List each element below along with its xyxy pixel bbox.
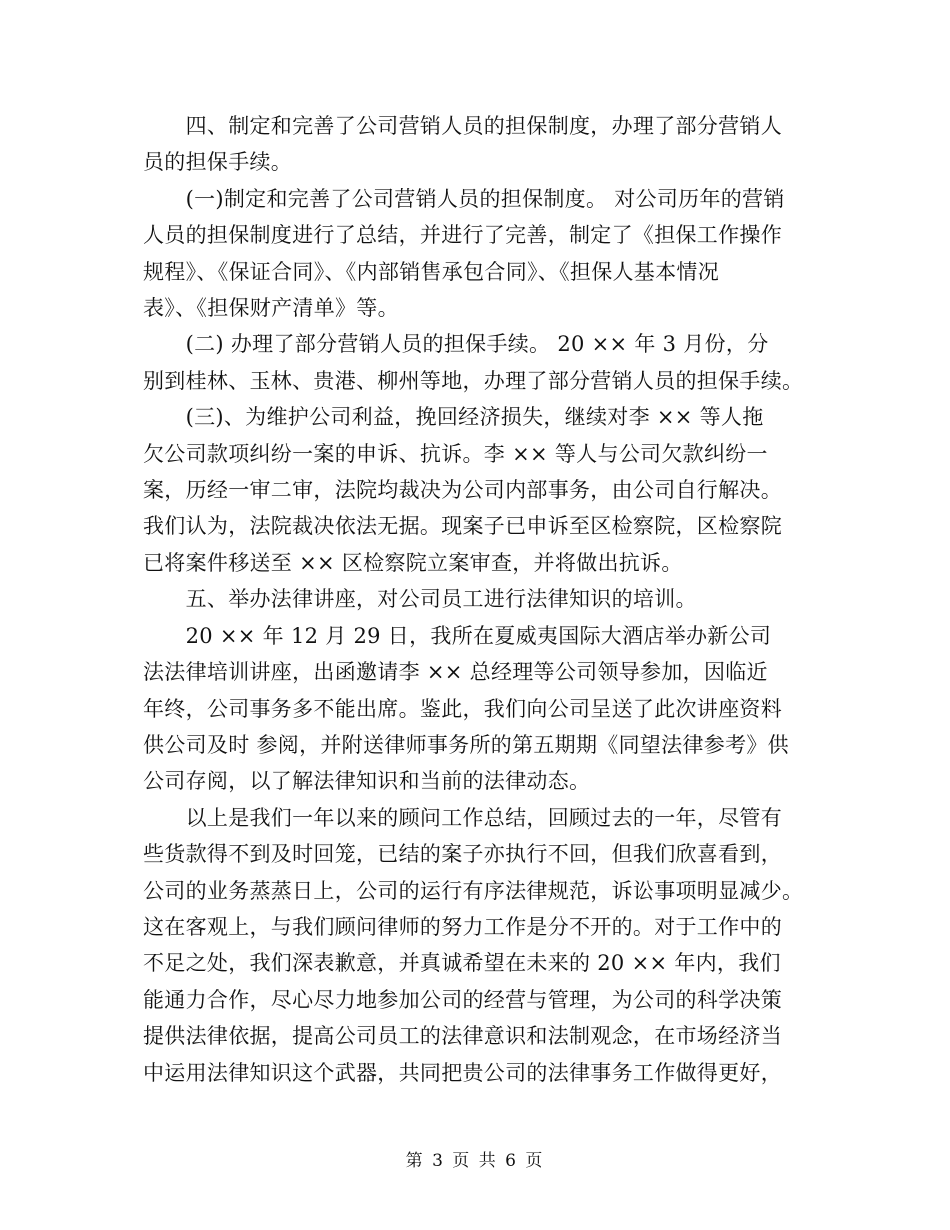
page-number-footer: 第 3 页 共 6 页 [405,1151,545,1171]
text-line: 五、举办法律讲座，对公司员工进行法律知识的培训。 [143,587,697,612]
text-line: (三)、为维护公司利益，挽回经济损失，继续对李 ×× 等人拖 [143,405,764,430]
text-line: (二) 办理了部分营销人员的担保手续。 20 ×× 年 3 月份，分 [143,332,769,357]
document-body [143,108,811,1091]
text-line: 员的担保手续。 [143,150,293,175]
text-line: 提供法律依据，提高公司员工的法律意识和法制观念，在市场经济当 [143,1024,782,1049]
text-line: (一)制定和完善了公司营销人员的担保制度。 对公司历年的营销 [143,186,785,211]
text-line: 别到桂林、玉林、贵港、柳州等地，办理了部分营销人员的担保手续。 [143,368,804,393]
text-line: 四、制定和完善了公司营销人员的担保制度，办理了部分营销人 [143,114,782,138]
text-line: 公司的业务蒸蒸日上，公司的运行有序法律规范，诉讼事项明显减少。 [143,878,804,903]
text-line: 些货款得不到及时回笼，已结的案子亦执行不回，但我们欣喜看到， [143,842,782,867]
text-line: 法法律培训讲座，出函邀请李 ×× 总经理等公司领导参加，因临近 [143,660,768,685]
text-line: 公司存阅，以了解法律知识和当前的法律动态。 [143,769,591,794]
text-line: 20 ×× 年 12 月 29 日，我所在夏威夷国际大酒店举办新公司 [143,623,772,648]
text-line: 不足之处，我们深表歉意，并真诚希望在未来的 20 ×× 年内，我们 [143,951,781,976]
text-line: 已将案件移送至 ×× 区检察院立案审查，并将做出抗诉。 [143,550,683,575]
text-line: 以上是我们一年以来的顾问工作总结，回顾过去的一年，尽管有 [143,805,782,830]
text-line: 表》、《担保财产清单》等。 [143,296,399,321]
text-line: 这在客观上，与我们顾问律师的努力工作是分不开的。对于工作中的 [143,914,782,939]
text-line: 规程》、《保证合同》、《内部销售承包合同》、《担保人基本情况 [143,259,719,284]
text-line: 中运用法律知识这个武器，共同把贵公司的法律事务工作做得更好， [143,1060,782,1085]
text-line: 能通力合作，尽心尽力地参加公司的经营与管理，为公司的科学决策 [143,987,782,1012]
text-line: 案，历经一审二审，法院均裁决为公司内部事务，由公司自行解决。 [143,478,782,503]
text-line: 供公司及时 参阅，并附送律师事务所的第五期期《同望法律参考》供 [143,732,789,757]
text-line: 年终，公司事务多不能出席。鉴此，我们向公司呈送了此次讲座资料 [143,696,782,721]
text-line: 我们认为，法院裁决依法无据。现案子已申诉至区检察院，区检察院 [143,514,782,539]
text-line: 人员的担保制度进行了总结，并进行了完善，制定了《担保工作操作 [143,223,782,248]
text-line: 欠公司款项纠纷一案的申诉、抗诉。李 ×× 等人与公司欠款纠纷一 [143,441,768,466]
